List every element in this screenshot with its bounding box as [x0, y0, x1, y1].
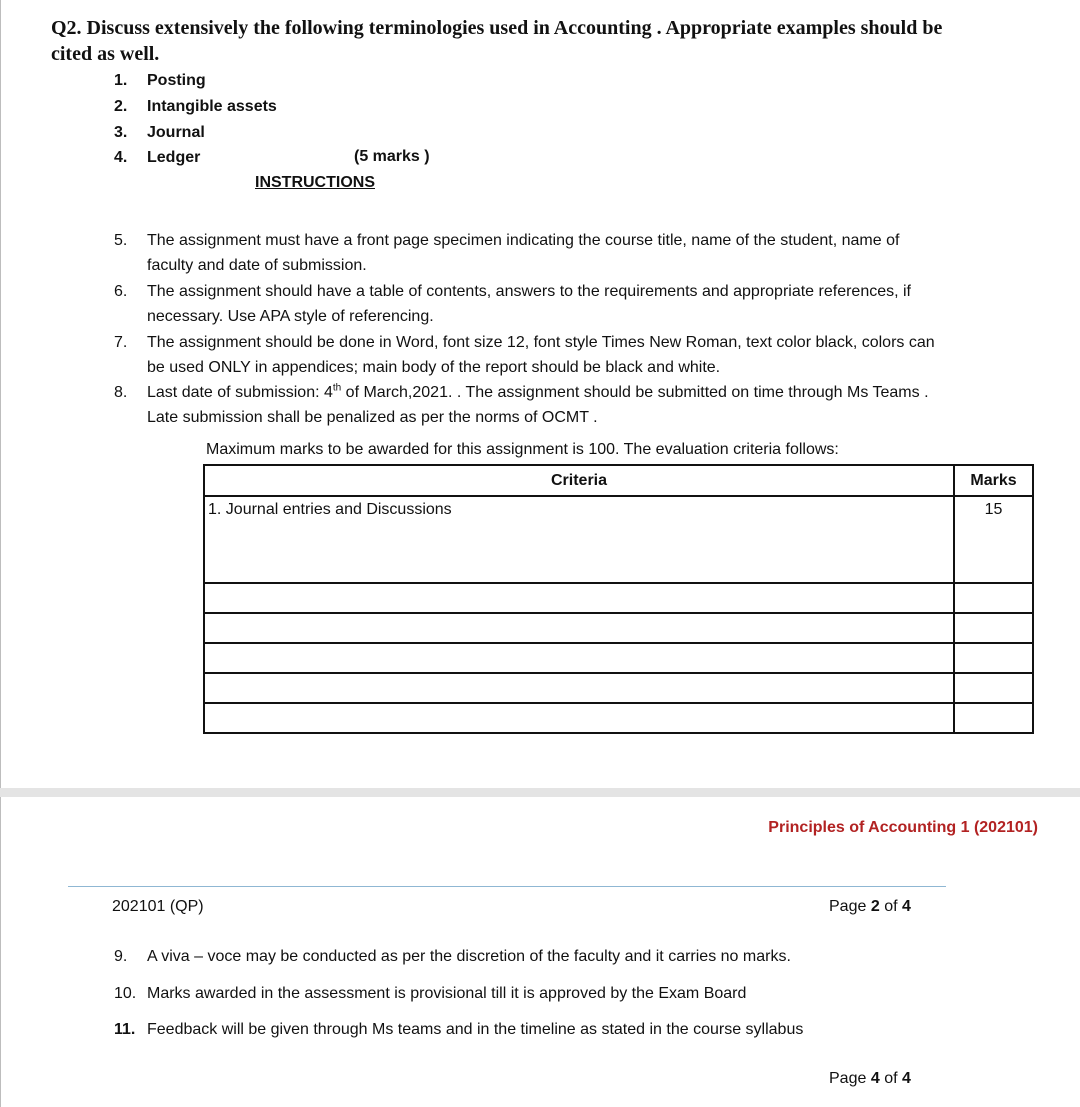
table-row: [204, 496, 1033, 583]
term-item: [114, 148, 200, 168]
note-number: 9.: [114, 948, 128, 965]
instruction-line: The assignment should be done in Word, font size 12, font style Times New Roman, text color black, colors can: [147, 334, 935, 351]
page-number: Page 2 of 4: [829, 898, 911, 915]
page-number: Page 4 of 4: [829, 1070, 911, 1087]
question-title-line-2: cited as well.: [51, 43, 160, 65]
marks-cell: 15: [954, 496, 1033, 583]
instruction-number: 6.: [114, 283, 128, 300]
instruction-number: 7.: [114, 334, 128, 351]
instruction-line: Last date of submission: 4th of March,2021. . The assignment should be submitted on time through Ms Teams .: [147, 382, 929, 401]
note-text: A viva – voce may be conducted as per the discretion of the faculty and it carries no marks.: [147, 948, 791, 965]
note-number: 10.: [114, 985, 137, 1002]
term-label: Journal: [147, 124, 205, 141]
criteria-cell: [204, 613, 954, 643]
instruction-number: 8.: [114, 384, 128, 401]
criteria-cell: [204, 643, 954, 673]
question-title-line-1: Q2. Discuss extensively the following terminologies used in Accounting . Appropriate examples should be: [51, 17, 943, 39]
page-separator: [0, 788, 1080, 797]
criteria-cell: [204, 703, 954, 733]
table-header-row: [204, 465, 1033, 496]
table-row: [204, 703, 1033, 733]
instruction-line: necessary. Use APA style of referencing.: [147, 308, 434, 325]
term-number: 3.: [114, 124, 128, 141]
instruction-line: The assignment must have a front page specimen indicating the course title, name of the student, name of: [147, 232, 900, 249]
term-label: Ledger: [147, 149, 201, 166]
marks-cell: [954, 583, 1033, 613]
criteria-cell: [204, 673, 954, 703]
note-text: Marks awarded in the assessment is provisional till it is approved by the Exam Board: [147, 985, 747, 1002]
marks-header: Marks: [954, 465, 1033, 496]
marks-cell: [954, 643, 1033, 673]
marks-note: (5 marks ): [354, 148, 430, 165]
instruction-line: faculty and date of submission.: [147, 257, 367, 274]
course-title-footer: Principles of Accounting 1 (202101): [768, 819, 1038, 836]
term-item: [114, 123, 205, 143]
evaluation-intro: Maximum marks to be awarded for this assignment is 100. The evaluation criteria follows:: [206, 441, 839, 458]
note-item: [114, 947, 791, 967]
term-label: Posting: [147, 72, 206, 89]
criteria-cell: 1. Journal entries and Discussions: [204, 496, 954, 583]
term-number: 2.: [114, 98, 128, 115]
marks-cell: [954, 703, 1033, 733]
note-item: [114, 1020, 803, 1040]
criteria-header: Criteria: [204, 465, 954, 496]
instruction-line: Late submission shall be penalized as per the norms of OCMT .: [147, 409, 598, 426]
table-row: [204, 613, 1033, 643]
paper-code: 202101 (QP): [112, 898, 204, 915]
note-item: [114, 984, 746, 1004]
instruction-line: The assignment should have a table of contents, answers to the requirements and appropriate references, if: [147, 283, 911, 300]
marks-cell: [954, 613, 1033, 643]
instructions-heading: INSTRUCTIONS: [255, 174, 375, 191]
marks-cell: [954, 673, 1033, 703]
instruction-number: 5.: [114, 232, 128, 249]
term-number: 4.: [114, 149, 128, 166]
note-number: 11.: [114, 1021, 136, 1038]
footer-divider: [68, 886, 946, 887]
criteria-cell: [204, 583, 954, 613]
document-page-2: [0, 797, 1080, 1107]
table-row: [204, 673, 1033, 703]
evaluation-table: [203, 464, 1034, 734]
term-label: Intangible assets: [147, 98, 277, 115]
table-row: [204, 643, 1033, 673]
term-number: 1.: [114, 72, 128, 89]
instruction-line: be used ONLY in appendices; main body of the report should be black and white.: [147, 359, 721, 376]
note-text: Feedback will be given through Ms teams and in the timeline as stated in the course syllabus: [147, 1021, 804, 1038]
term-item: [114, 97, 277, 117]
term-item: [114, 71, 206, 91]
table-row: [204, 583, 1033, 613]
